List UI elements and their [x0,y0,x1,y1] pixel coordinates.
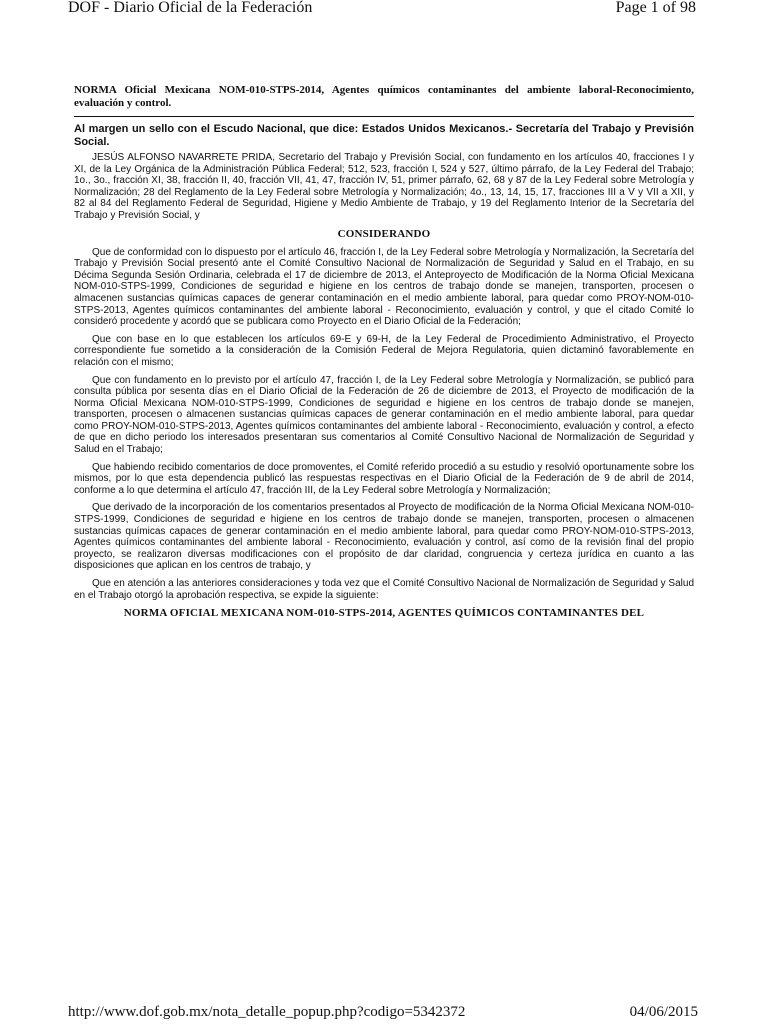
margin-note: Al margen un sello con el Escudo Nacional, que dice: Estados Unidos Mexicanos.- Secretaría del Trabajo y Previsión Social. [74,123,694,148]
considerando-paragraph: Que derivado de la incorporación de los comentarios presentados al Proyecto de modificación de la Norma Oficial Mexicana NOM-010-STPS-1999, Condiciones de seguridad e higiene en los centros de trabajo donde se manejen, transporten, procesen o almacenen sustancias químicas capaces de generar contaminación en el medio ambiente laboral, para quedar como PROY-NOM-010-STPS-2013, Agentes químicos contaminantes del ambiente laboral - Reconocimiento, evaluación y control, así como de la revisión final del propio proyecto, se realizaron diversas modificaciones con el propósito de dar claridad, congruencia y certeza jurídica en cuanto a las disposiciones que aplican en los centros de trabajo, y [74,502,694,572]
page-header [0,0,768,22]
considerando-paragraph: Que en atención a las anteriores consideraciones y toda vez que el Comité Consultivo Nacional de Normalización de Seguridad y Salud en el Trabajo otorgó la aprobación respectiva, se expide la siguiente: [74,578,695,601]
considerando-paragraph: Que habiendo recibido comentarios de doce promoventes, el Comité referido procedió a su estudio y resolvió oportunamente sobre los mismos, por lo que esta dependencia publicó las respuestas respectivas en el Diario Oficial de la Federación de 9 de abril de 2014, conforme a lo que determina el artículo 47, fracción III, de la Ley Federal sobre Metrología y Normalización; [74,461,694,496]
norma-heading: NORMA OFICIAL MEXICANA NOM-010-STPS-2014, AGENTES QUÍMICOS CONTAMINANTES DEL [123,607,645,620]
document-title: NORMA Oficial Mexicana NOM-010-STPS-2014, Agentes químicos contaminantes del ambiente laboral-Reconocimiento, evaluación y control. [74,84,694,109]
title-divider [74,116,694,117]
print-date: 04/06/2015 [629,1004,698,1020]
considerando-paragraph: Que con fundamento en lo previsto por el artículo 47, fracción I, de la Ley Federal sobre Metrología y Normalización, se publicó para consulta pública por sesenta días en el Diario Oficial de la Federación de 26 de diciembre de 2013, el Proyecto de modificación de la Norma Oficial Mexicana NOM-010-STPS-1999, Condiciones de seguridad e higiene en los centros de trabajo donde se manejen, transporten, procesen o almacenen sustancias químicas capaces de generar contaminación en el medio ambiente laboral, para quedar como PROY-NOM-010-STPS-2013, Agentes químicos contaminantes del ambiente laboral - Reconocimiento, evaluación y control, a efecto de que en dicho periodo los interesados presentaran sus comentarios al Comité Consultivo Nacional de Normalización de Seguridad y Salud en el Trabajo; [74,374,694,456]
intro-paragraph: JESÚS ALFONSO NAVARRETE PRIDA, Secretario del Trabajo y Previsión Social, con fundamento en los artículos 40, fracciones I y XI, de la Ley Orgánica de la Administración Pública Federal; 512, 523, fracción I, 524 y 527, último párrafo, de la Ley Federal del Trabajo; 1o., 3o., fracción XI, 38, fracción II, 40, fracción VII, 41, 47, fracción IV, 51, primer párrafo, 62, 68 y 87 de la Ley Federal sobre Metrología y Normalización; 28 del Reglamento de la Ley Federal sobre Metrología y Normalización; 4o., 13, 14, 15, 17, fracciones III a V y VII a XII, y 82 al 84 del Reglamento Federal de Seguridad, Higiene y Medio Ambiente de Trabajo, y 19 del Reglamento Interior de la Secretaría del Trabajo y Previsión Social, y [74,152,694,221]
considerando-paragraph: Que con base en lo que establecen los artículos 69-E y 69-H, de la Ley Federal de Procedimiento Administrativo, el Proyecto correspondiente fue sometido a la consideración de la Comisión Federal de Mejora Regulatoria, quien dictaminó favorablemente en relación con el mismo; [74,333,694,368]
page-counter: Page 1 of 98 [615,0,696,16]
considerando-heading: CONSIDERANDO [337,227,431,240]
site-name: DOF - Diario Oficial de la Federación [68,0,313,16]
document-body [74,84,694,626]
page-url: http://www.dof.gob.mx/nota_detalle_popup.php?codigo=5342372 [68,1004,466,1020]
considerando-paragraph: Que de conformidad con lo dispuesto por el artículo 46, fracción I, de la Ley Federal sobre Metrología y Normalización, la Secretaría del Trabajo y Previsión Social presentó ante el Comité Consultivo Nacional de Normalización de Seguridad y Salud en el Trabajo, en su Décima Segunda Sesión Ordinaria, celebrada el 17 de diciembre de 2013, el Anteproyecto de Modificación de la Norma Oficial Mexicana NOM-010-STPS-1999, Condiciones de seguridad e higiene en los centros de trabajo donde se manejen, transporten, procesen o almacenen sustancias químicas capaces de generar contaminación en el medio ambiente laboral, para quedar como PROY-NOM-010-STPS-2013, Agentes químicos contaminantes del ambiente laboral - Reconocimiento, evaluación y control, y que el citado Comité lo consideró procedente y acordó que se publicara como Proyecto en el Diario Oficial de la Federación; [74,246,694,328]
